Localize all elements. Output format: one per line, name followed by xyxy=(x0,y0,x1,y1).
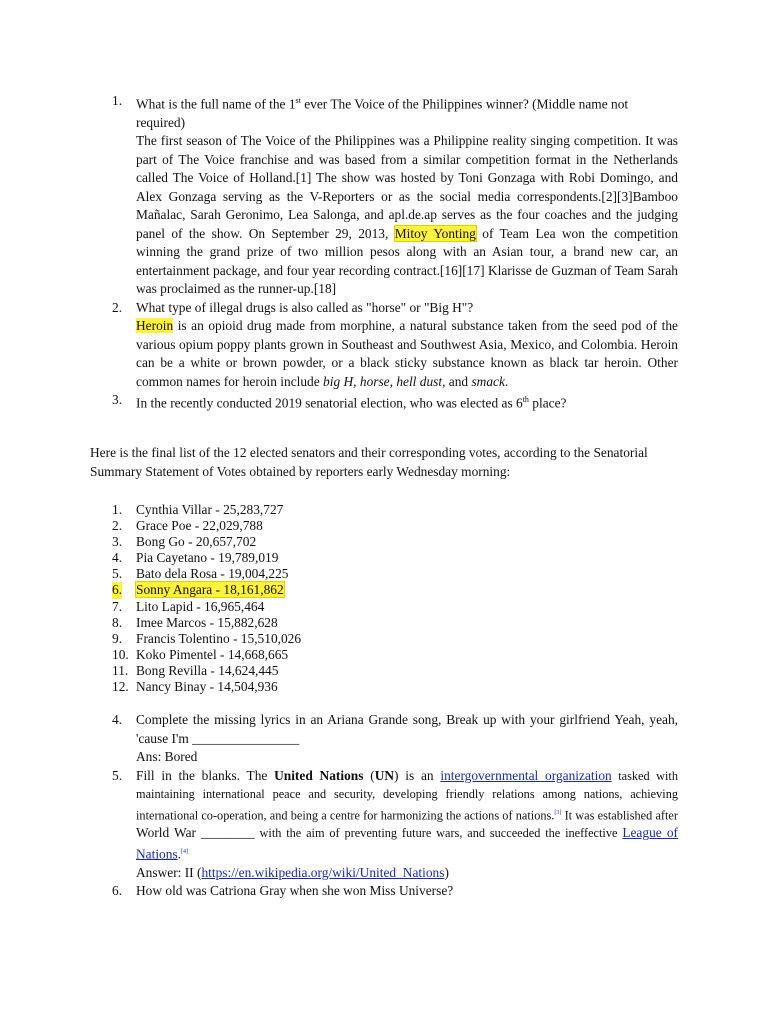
senator-item: 4. Pia Cayetano - 19,789,019 xyxy=(112,550,279,566)
senator-item: 7. Lito Lapid - 16,965,464 xyxy=(112,598,265,614)
wikipedia-url-link[interactable]: https://en.wikipedia.org/wiki/United_Nations xyxy=(201,864,445,880)
question-number: 6. xyxy=(112,883,123,899)
question-item-5 xyxy=(0,767,768,883)
question-text: What is the full name of the 1st ever The Voice of the Philippines winner? (Middle name not required) xyxy=(136,96,629,130)
senator-item: 3. Bong Go - 20,657,702 xyxy=(112,534,257,550)
question-list-part2 xyxy=(0,711,768,901)
question-item-2 xyxy=(0,299,768,392)
question-item-4 xyxy=(0,711,768,767)
reference-3-link[interactable]: [3] xyxy=(554,809,562,816)
answer-text: Ans: Bored xyxy=(136,749,198,764)
answer-text: The first season of The Voice of the Philippines was a Philippine reality singing competition. It was part of The Voice franchise and was based from a similar competition format in the Netherlands called The Voice of Holland.[1] The show was hosted by Toni Gonzaga with Robi Domingo, and Alex Gonzaga serving as the V-Reporters or as the social media correspondents.[2][3]Bamboo Mañalac, Sarah Geronimo, Lea Salonga, and apl.de.ap serves as the four coaches and the judging panel of the show. On September 29, 2013, Mitoy Yonting of Team Lea won the competition winning the grand prize of two million pesos along with an Asian tour, a brand new car, an entertainment package, and four year recording contract.[16][17] Klarisse de Guzman of Team Sarah was proclaimed as the runner-up.[18] xyxy=(136,133,679,297)
senator-item: 2. Grace Poe - 22,029,788 xyxy=(112,518,263,534)
intro-paragraph: Here is the final list of the 12 elected senators and their corresponding votes, according to the Senatorial Summary Statement of Votes obtained by reporters early Wednesday morning: xyxy=(90,445,648,479)
question-number: 1. xyxy=(112,93,123,108)
question-item-6 xyxy=(0,882,768,901)
reference-4-link[interactable]: [4] xyxy=(181,848,189,855)
question-text: Complete the missing lyrics in an Ariana Grande song, Break up with your girlfriend Yeah, yeah, 'cause I'm ________________ xyxy=(136,712,678,746)
senator-item-highlighted: 6. Sonny Angara - 18,161,862 xyxy=(112,582,284,598)
senators-list xyxy=(0,502,768,695)
question-number: 4. xyxy=(112,712,123,727)
senator-item: 5. Bato dela Rosa - 19,004,225 xyxy=(112,566,289,582)
question-number: 5. xyxy=(112,767,123,783)
question-text: In the recently conducted 2019 senatorial election, who was elected as 6th place? xyxy=(136,395,567,411)
question-text: How old was Catriona Gray when she won Miss Universe? xyxy=(136,883,454,899)
question-text: Fill in the blanks. The United Nations (UN) is an intergovernmental organization tasked with maintaining international peace and security, developing friendly relations among nations, achieving international co-operation, and being a centre for harmonizing the actions of nations.[3] It was established after World War ________ with the aim of preventing future wars, and succeeded the ineffective League of Nations.[4] xyxy=(136,767,678,862)
senator-item: 11. Bong Revilla - 14,624,445 xyxy=(112,662,279,678)
question-item-3 xyxy=(0,391,768,413)
senator-item: 1. Cynthia Villar - 25,283,727 xyxy=(112,502,284,517)
senator-item: 9. Francis Tolentino - 15,510,026 xyxy=(112,630,302,646)
highlighted-answer: Heroin xyxy=(136,318,174,334)
question-number: 3. xyxy=(112,392,123,408)
senator-item: 8. Imee Marcos - 15,882,628 xyxy=(112,614,278,630)
question-text: What type of illegal drugs is also called as "horse" or "Big H"? xyxy=(136,299,474,315)
senator-item: 12. Nancy Binay - 14,504,936 xyxy=(112,679,278,695)
answer-text: Heroin is an opioid drug made from morphine, a natural substance taken from the seed pod of the various opium poppy plants grown in Southeast and Southwest Asia, Mexico, and Colombia. Heroin can be a white or brown powder, or a black sticky substance known as black tar heroin. Other common names for heroin include big H, horse, hell dust, and smack. xyxy=(136,318,678,389)
league-of-nations-link[interactable]: League of Nations xyxy=(136,825,678,862)
highlighted-answer: Mitoy Yonting xyxy=(394,225,476,241)
question-number: 2. xyxy=(112,299,123,315)
intergovernmental-organization-link[interactable]: intergovernmental organization xyxy=(440,767,612,783)
question-list-part1 xyxy=(0,92,768,413)
answer-text: Answer: II (https://en.wikipedia.org/wiki/United_Nations) xyxy=(136,864,449,880)
question-item-1 xyxy=(0,92,768,299)
senator-item: 10. Koko Pimentel - 14,668,665 xyxy=(112,646,289,662)
